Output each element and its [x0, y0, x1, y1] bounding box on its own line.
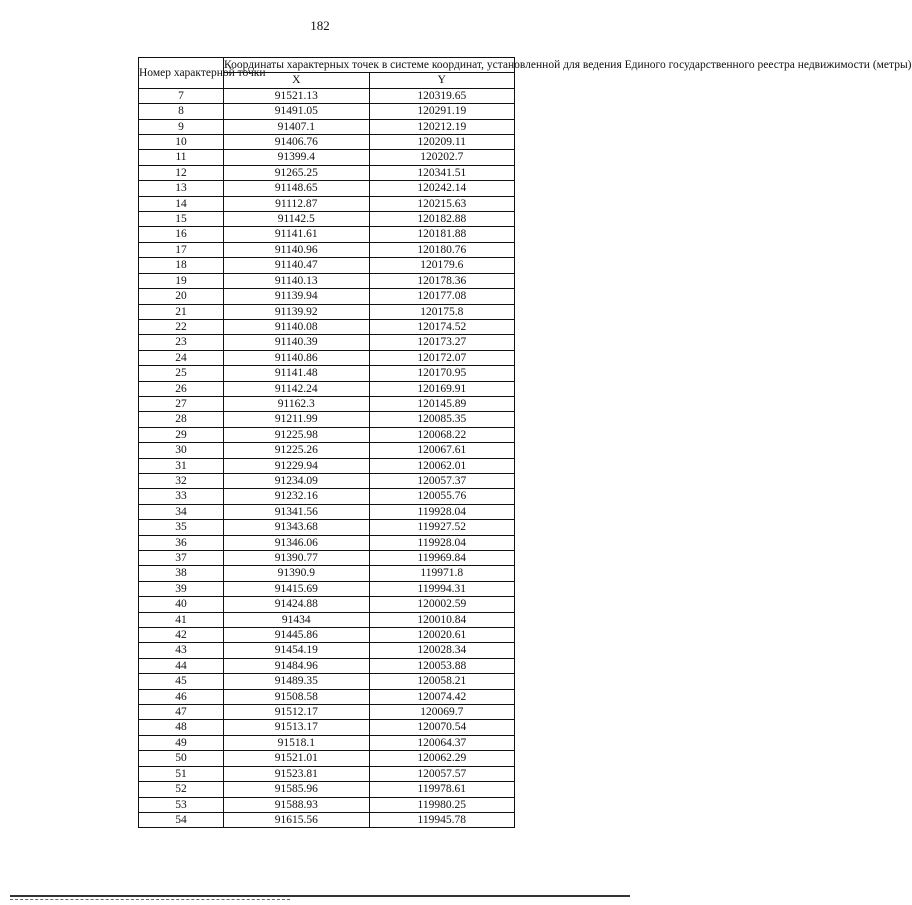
table-row — [139, 504, 515, 519]
table-row — [139, 751, 515, 766]
x-cell: 91225.26 — [224, 443, 370, 458]
y-cell: 119928.04 — [369, 535, 515, 550]
point-number-cell: 8 — [139, 104, 224, 119]
x-cell: 91139.94 — [224, 289, 370, 304]
y-cell: 120341.51 — [369, 165, 515, 180]
point-number-cell: 26 — [139, 381, 224, 396]
x-cell: 91521.13 — [224, 88, 370, 103]
header-point-number: Номер характерной точки — [139, 58, 224, 89]
table-row — [139, 135, 515, 150]
x-cell: 91424.88 — [224, 597, 370, 612]
point-number-cell: 42 — [139, 628, 224, 643]
point-number-cell: 34 — [139, 504, 224, 519]
point-number-cell: 29 — [139, 427, 224, 442]
y-cell: 120209.11 — [369, 135, 515, 150]
x-cell: 91162.3 — [224, 396, 370, 411]
x-cell: 91415.69 — [224, 581, 370, 596]
table-row — [139, 212, 515, 227]
x-cell: 91407.1 — [224, 119, 370, 134]
table-row — [139, 628, 515, 643]
x-cell: 91112.87 — [224, 196, 370, 211]
x-cell: 91229.94 — [224, 458, 370, 473]
y-cell: 120177.08 — [369, 289, 515, 304]
x-cell: 91434 — [224, 612, 370, 627]
table-row — [139, 812, 515, 827]
x-cell: 91489.35 — [224, 674, 370, 689]
x-cell: 91341.56 — [224, 504, 370, 519]
table-row — [139, 674, 515, 689]
table-row — [139, 643, 515, 658]
point-number-cell: 43 — [139, 643, 224, 658]
y-cell: 119978.61 — [369, 782, 515, 797]
y-cell: 120068.22 — [369, 427, 515, 442]
y-cell: 120215.63 — [369, 196, 515, 211]
page-number: 182 — [310, 18, 330, 33]
x-cell: 91399.4 — [224, 150, 370, 165]
point-number-cell: 21 — [139, 304, 224, 319]
x-cell: 91142.5 — [224, 212, 370, 227]
y-cell: 119945.78 — [369, 812, 515, 827]
table-row — [139, 705, 515, 720]
y-cell: 120062.01 — [369, 458, 515, 473]
x-cell: 91615.56 — [224, 812, 370, 827]
x-cell: 91491.05 — [224, 104, 370, 119]
x-cell: 91513.17 — [224, 720, 370, 735]
table-row — [139, 381, 515, 396]
table-row — [139, 766, 515, 781]
table-row — [139, 489, 515, 504]
table-row — [139, 427, 515, 442]
x-cell: 91445.86 — [224, 628, 370, 643]
table-body — [139, 88, 515, 828]
x-cell: 91232.16 — [224, 489, 370, 504]
y-cell: 120002.59 — [369, 597, 515, 612]
table-row — [139, 366, 515, 381]
y-cell: 120085.35 — [369, 412, 515, 427]
table-row — [139, 520, 515, 535]
point-number-cell: 38 — [139, 566, 224, 581]
y-cell: 119994.31 — [369, 581, 515, 596]
table-row — [139, 551, 515, 566]
point-number-cell: 33 — [139, 489, 224, 504]
point-number-cell: 7 — [139, 88, 224, 103]
table-row — [139, 581, 515, 596]
y-cell: 120173.27 — [369, 335, 515, 350]
y-cell: 120181.88 — [369, 227, 515, 242]
point-number-cell: 32 — [139, 473, 224, 488]
y-cell: 120055.76 — [369, 489, 515, 504]
table-row — [139, 720, 515, 735]
x-cell: 91390.9 — [224, 566, 370, 581]
table-row — [139, 473, 515, 488]
point-number-cell: 47 — [139, 705, 224, 720]
y-cell: 119971.8 — [369, 566, 515, 581]
point-number-cell: 20 — [139, 289, 224, 304]
point-number-cell: 23 — [139, 335, 224, 350]
point-number-cell: 45 — [139, 674, 224, 689]
table-row — [139, 150, 515, 165]
x-cell: 91390.77 — [224, 551, 370, 566]
y-cell: 119928.04 — [369, 504, 515, 519]
table-row — [139, 412, 515, 427]
table-row — [139, 396, 515, 411]
point-number-cell: 46 — [139, 689, 224, 704]
x-cell: 91512.17 — [224, 705, 370, 720]
x-cell: 91454.19 — [224, 643, 370, 658]
x-cell: 91148.65 — [224, 181, 370, 196]
y-cell: 120202.7 — [369, 150, 515, 165]
y-cell: 120062.29 — [369, 751, 515, 766]
table-row — [139, 689, 515, 704]
x-cell: 91140.08 — [224, 319, 370, 334]
point-number-cell: 22 — [139, 319, 224, 334]
header-x: X — [224, 73, 370, 88]
x-cell: 91588.93 — [224, 797, 370, 812]
x-cell: 91585.96 — [224, 782, 370, 797]
y-cell: 120010.84 — [369, 612, 515, 627]
y-cell: 120057.57 — [369, 766, 515, 781]
x-cell: 91225.98 — [224, 427, 370, 442]
point-number-cell: 15 — [139, 212, 224, 227]
point-number-cell: 54 — [139, 812, 224, 827]
point-number-cell: 16 — [139, 227, 224, 242]
x-cell: 91140.96 — [224, 242, 370, 257]
x-cell: 91141.61 — [224, 227, 370, 242]
x-cell: 91140.39 — [224, 335, 370, 350]
table-row — [139, 612, 515, 627]
point-number-cell: 50 — [139, 751, 224, 766]
coordinates-table — [138, 57, 912, 828]
table-row — [139, 458, 515, 473]
x-cell: 91139.92 — [224, 304, 370, 319]
point-number-cell: 18 — [139, 258, 224, 273]
y-cell: 120169.91 — [369, 381, 515, 396]
x-cell: 91234.09 — [224, 473, 370, 488]
y-cell: 119980.25 — [369, 797, 515, 812]
point-number-cell: 31 — [139, 458, 224, 473]
table-row — [139, 597, 515, 612]
x-cell: 91346.06 — [224, 535, 370, 550]
x-cell: 91211.99 — [224, 412, 370, 427]
x-cell: 91140.13 — [224, 273, 370, 288]
x-cell: 91343.68 — [224, 520, 370, 535]
table-row — [139, 104, 515, 119]
scan-border-line — [10, 899, 290, 900]
y-cell: 120067.61 — [369, 443, 515, 458]
point-number-cell: 12 — [139, 165, 224, 180]
y-cell: 120212.19 — [369, 119, 515, 134]
x-cell: 91518.1 — [224, 735, 370, 750]
table-row — [139, 319, 515, 334]
y-cell: 120028.34 — [369, 643, 515, 658]
table-row — [139, 273, 515, 288]
table-row — [139, 335, 515, 350]
y-cell: 120175.8 — [369, 304, 515, 319]
point-number-cell: 49 — [139, 735, 224, 750]
table-row — [139, 227, 515, 242]
y-cell: 120069.7 — [369, 705, 515, 720]
y-cell: 120020.61 — [369, 628, 515, 643]
y-cell: 119927.52 — [369, 520, 515, 535]
table-row — [139, 535, 515, 550]
y-cell: 120064.37 — [369, 735, 515, 750]
y-cell: 120182.88 — [369, 212, 515, 227]
table-row — [139, 304, 515, 319]
table-row — [139, 797, 515, 812]
table-row — [139, 196, 515, 211]
table-row — [139, 658, 515, 673]
point-number-cell: 51 — [139, 766, 224, 781]
table-row — [139, 181, 515, 196]
point-number-cell: 40 — [139, 597, 224, 612]
point-number-cell: 30 — [139, 443, 224, 458]
point-number-cell: 48 — [139, 720, 224, 735]
y-cell: 119969.84 — [369, 551, 515, 566]
point-number-cell: 37 — [139, 551, 224, 566]
y-cell: 120179.6 — [369, 258, 515, 273]
y-cell: 120174.52 — [369, 319, 515, 334]
point-number-cell: 41 — [139, 612, 224, 627]
table-row — [139, 289, 515, 304]
table-row — [139, 242, 515, 257]
y-cell: 120172.07 — [369, 350, 515, 365]
point-number-cell: 24 — [139, 350, 224, 365]
x-cell: 91521.01 — [224, 751, 370, 766]
x-cell: 91523.81 — [224, 766, 370, 781]
y-cell: 120291.19 — [369, 104, 515, 119]
y-cell: 120057.37 — [369, 473, 515, 488]
table-row — [139, 566, 515, 581]
y-cell: 120170.95 — [369, 366, 515, 381]
y-cell: 120242.14 — [369, 181, 515, 196]
x-cell: 91140.47 — [224, 258, 370, 273]
table-row — [139, 350, 515, 365]
table-row — [139, 782, 515, 797]
x-cell: 91508.58 — [224, 689, 370, 704]
x-cell: 91140.86 — [224, 350, 370, 365]
x-cell: 91484.96 — [224, 658, 370, 673]
point-number-cell: 25 — [139, 366, 224, 381]
x-cell: 91142.24 — [224, 381, 370, 396]
point-number-cell: 44 — [139, 658, 224, 673]
y-cell: 120074.42 — [369, 689, 515, 704]
point-number-cell: 10 — [139, 135, 224, 150]
point-number-cell: 13 — [139, 181, 224, 196]
point-number-cell: 52 — [139, 782, 224, 797]
table-row — [139, 119, 515, 134]
point-number-cell: 9 — [139, 119, 224, 134]
table-row — [139, 165, 515, 180]
table-row — [139, 258, 515, 273]
scan-border-line — [10, 895, 630, 897]
point-number-cell: 28 — [139, 412, 224, 427]
y-cell: 120053.88 — [369, 658, 515, 673]
point-number-cell: 11 — [139, 150, 224, 165]
table-row — [139, 735, 515, 750]
point-number-cell: 19 — [139, 273, 224, 288]
table-row — [139, 443, 515, 458]
x-cell: 91141.48 — [224, 366, 370, 381]
y-cell: 120058.21 — [369, 674, 515, 689]
table-row — [139, 88, 515, 103]
y-cell: 120070.54 — [369, 720, 515, 735]
y-cell: 120145.89 — [369, 396, 515, 411]
point-number-cell: 17 — [139, 242, 224, 257]
point-number-cell: 53 — [139, 797, 224, 812]
point-number-cell: 39 — [139, 581, 224, 596]
y-cell: 120180.76 — [369, 242, 515, 257]
point-number-cell: 35 — [139, 520, 224, 535]
header-coordinates: Координаты характерных точек в системе координат, установленной для ведения Единого государственного реестра недвижимости (метры) — [224, 59, 912, 71]
header-y: Y — [369, 73, 515, 88]
y-cell: 120178.36 — [369, 273, 515, 288]
y-cell: 120319.65 — [369, 88, 515, 103]
point-number-cell: 36 — [139, 535, 224, 550]
x-cell: 91406.76 — [224, 135, 370, 150]
x-cell: 91265.25 — [224, 165, 370, 180]
point-number-cell: 14 — [139, 196, 224, 211]
point-number-cell: 27 — [139, 396, 224, 411]
